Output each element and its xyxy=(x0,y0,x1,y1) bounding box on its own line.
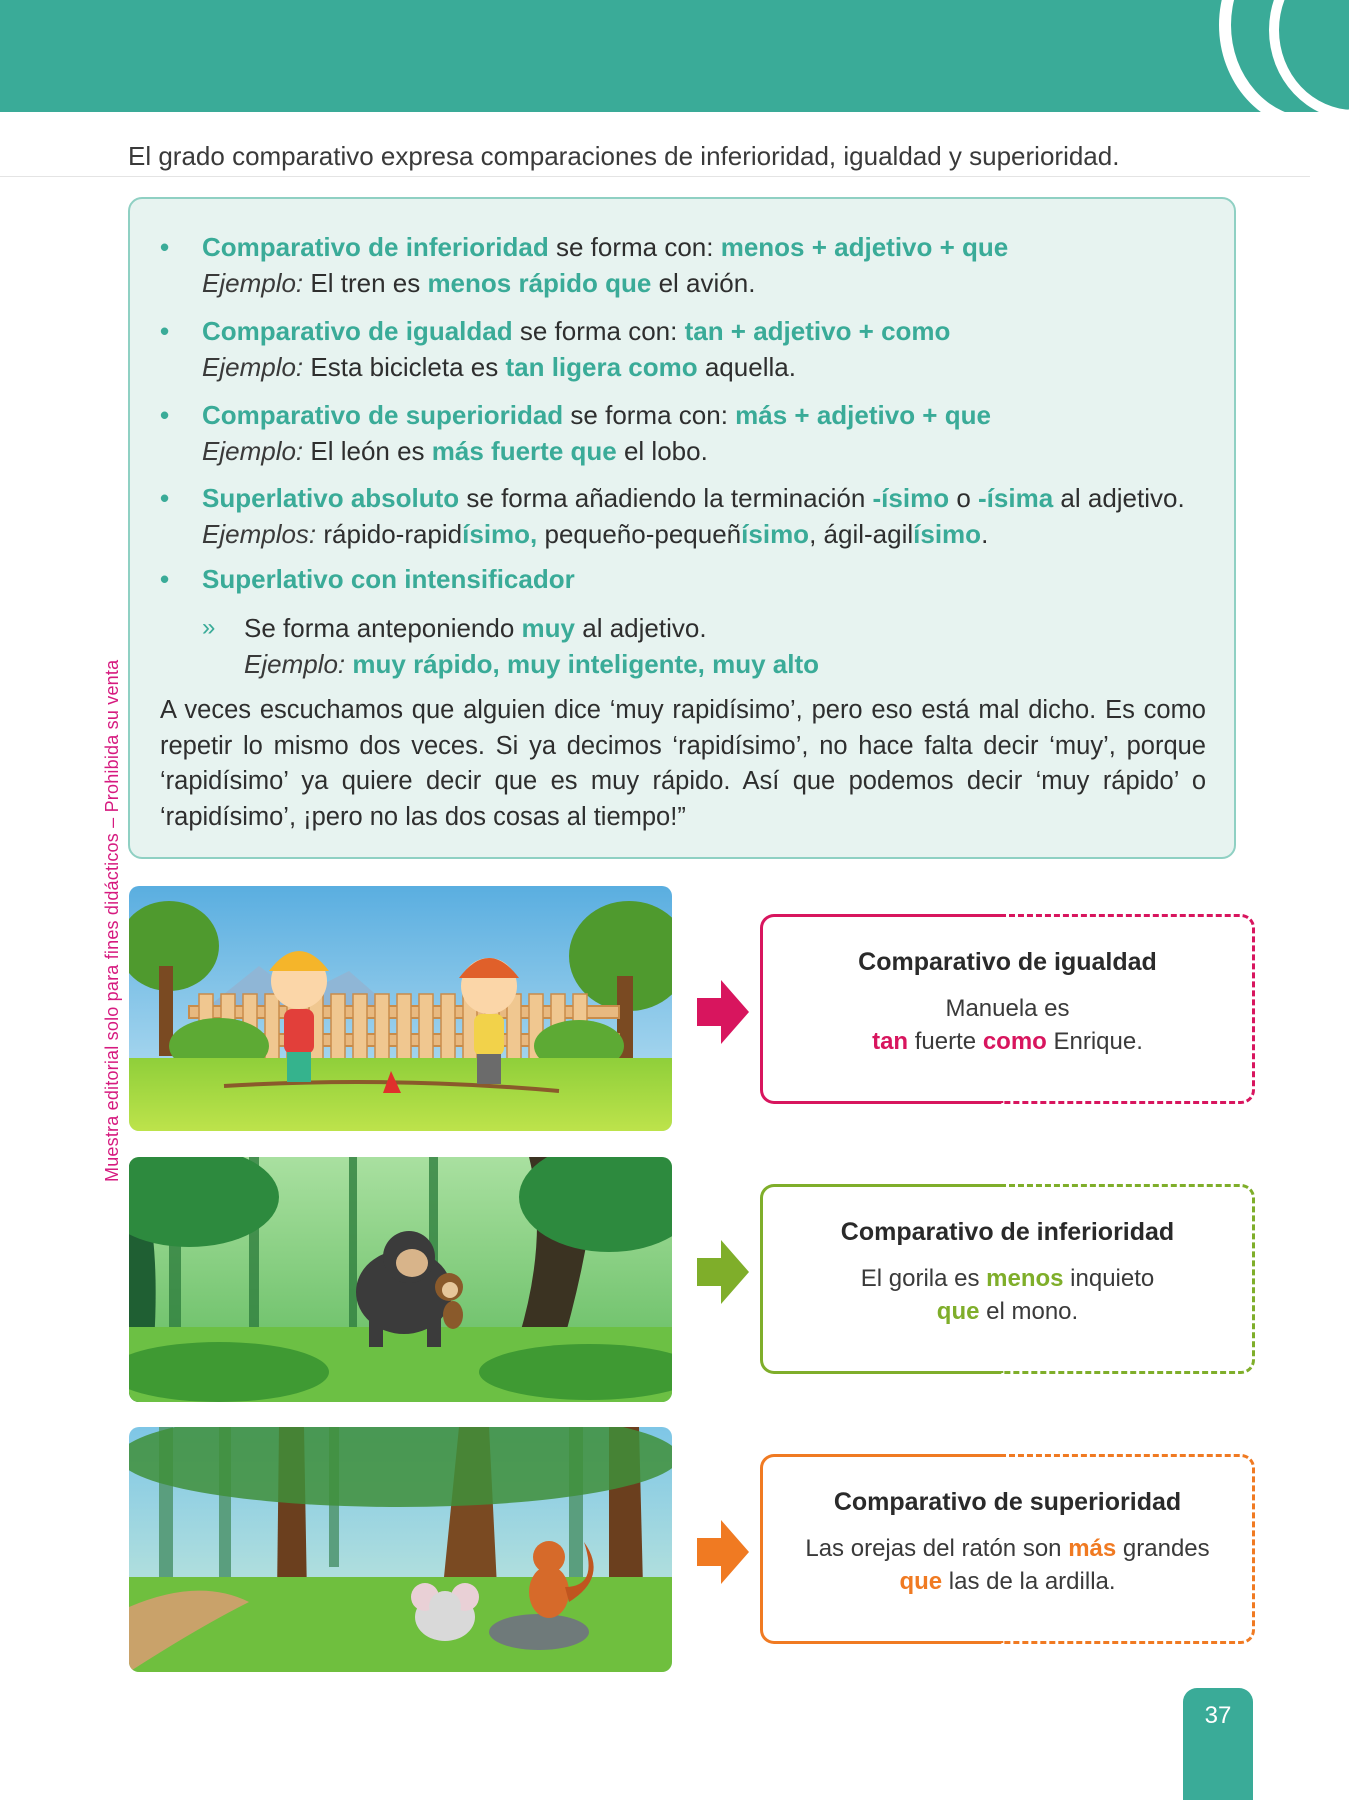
rules-note: A veces escuchamos que alguien dice ‘muy rapidísimo’, pero eso está mal dicho. Es como repetir lo mismo dos veces. Si ya decimos ‘rapidísimo’, no hace falta decir ‘muy’, porque ‘rapidísimo’ ya quiere decir que es muy rápido. Así que podemos decir ‘muy rápido’ o ‘rapidísimo’, ¡pero no las dos cosas al tiempo!” xyxy=(160,696,1206,831)
bullet: • xyxy=(160,483,170,513)
card-title: Comparativo de igualdad xyxy=(858,948,1157,976)
chevron-icon: » xyxy=(202,614,216,641)
card-body: Las orejas del ratón son más grandes que las de la ardilla. xyxy=(805,1535,1210,1595)
illustration-kids-tug-of-war xyxy=(129,886,672,1131)
rule-term: Superlativo con intensificador xyxy=(202,564,575,594)
bullet: • xyxy=(160,564,170,594)
arrow-right-icon xyxy=(697,1240,749,1304)
arrow-right-icon xyxy=(697,980,749,1044)
bullet: • xyxy=(160,316,170,346)
card-igualdad xyxy=(760,914,1255,1104)
rule-formula: más + adjetivo + que xyxy=(735,400,991,430)
divider xyxy=(0,176,1310,177)
card-title: Comparativo de superioridad xyxy=(833,1488,1182,1516)
illustration-mouse-squirrel xyxy=(129,1427,672,1672)
bullet: • xyxy=(160,232,170,262)
side-disclaimer: Muestra editorial solo para fines didácticos – Prohibida su venta xyxy=(102,659,122,1182)
rule-formula: tan + adjetivo + como xyxy=(684,316,951,346)
bullet: • xyxy=(160,400,170,430)
rules-box: • Comparativo de inferioridad se forma con: menos + adjetivo + que Ejemplo: El tren es menos rápido que el avión. • Comparativo de igualdad se forma con: tan + adjetivo + como Ejemplo: Esta bicicleta es tan ligera como aquella. • Comparativo de superioridad se forma con: más + adjetivo + que Ejemplo: El león es más fuerte que el lobo. • Superlativo absoluto se forma añadiendo la terminación -ísimo o -ísima al adjetivo. Ejemplos: rápido-rapidísimo, pequeño-pequeñísimo, ágil-agilísimo. • Superlativo con intensificador » Se forma anteponiendo muy al adjetivo. Ejemplo: muy rápido, muy inteligente, muy alto A veces escuchamos que alguien dice ‘muy rapidísimo’, pero eso está mal dicho. Es como repetir lo mismo dos veces. Si ya decimos ‘rapidísimo’, no hace falta decir ‘muy’, porque ‘rapidísimo’ ya quiere decir que es muy rápido. Así que podemos decir ‘muy rápido’ o ‘rapidísimo’, ¡pero no las dos cosas al tiempo!” xyxy=(128,197,1236,859)
rule-term: Comparativo de superioridad xyxy=(202,400,564,430)
rule-term: Comparativo de inferioridad xyxy=(202,232,549,262)
rule-term: Comparativo de igualdad xyxy=(202,316,513,346)
card-body: El gorila es menos inquieto que el mono. xyxy=(860,1265,1155,1325)
rule-term: Superlativo absoluto xyxy=(202,483,460,513)
card-title: Comparativo de inferioridad xyxy=(840,1218,1175,1246)
rule-formula: menos + adjetivo + que xyxy=(720,232,1009,262)
page-number: 37 xyxy=(1204,1702,1232,1729)
page-number-tab xyxy=(1183,1688,1253,1800)
illustration-gorilla-monkey xyxy=(129,1157,672,1402)
header-band xyxy=(0,0,1349,112)
card-superioridad xyxy=(760,1454,1255,1644)
card-body: Manuela es tan fuerte como Enrique. xyxy=(872,995,1143,1055)
arrow-right-icon xyxy=(697,1520,749,1584)
intro-text: El grado comparativo expresa comparaciones de inferioridad, igualdad y superioridad. xyxy=(128,141,1120,171)
card-inferioridad xyxy=(760,1184,1255,1374)
